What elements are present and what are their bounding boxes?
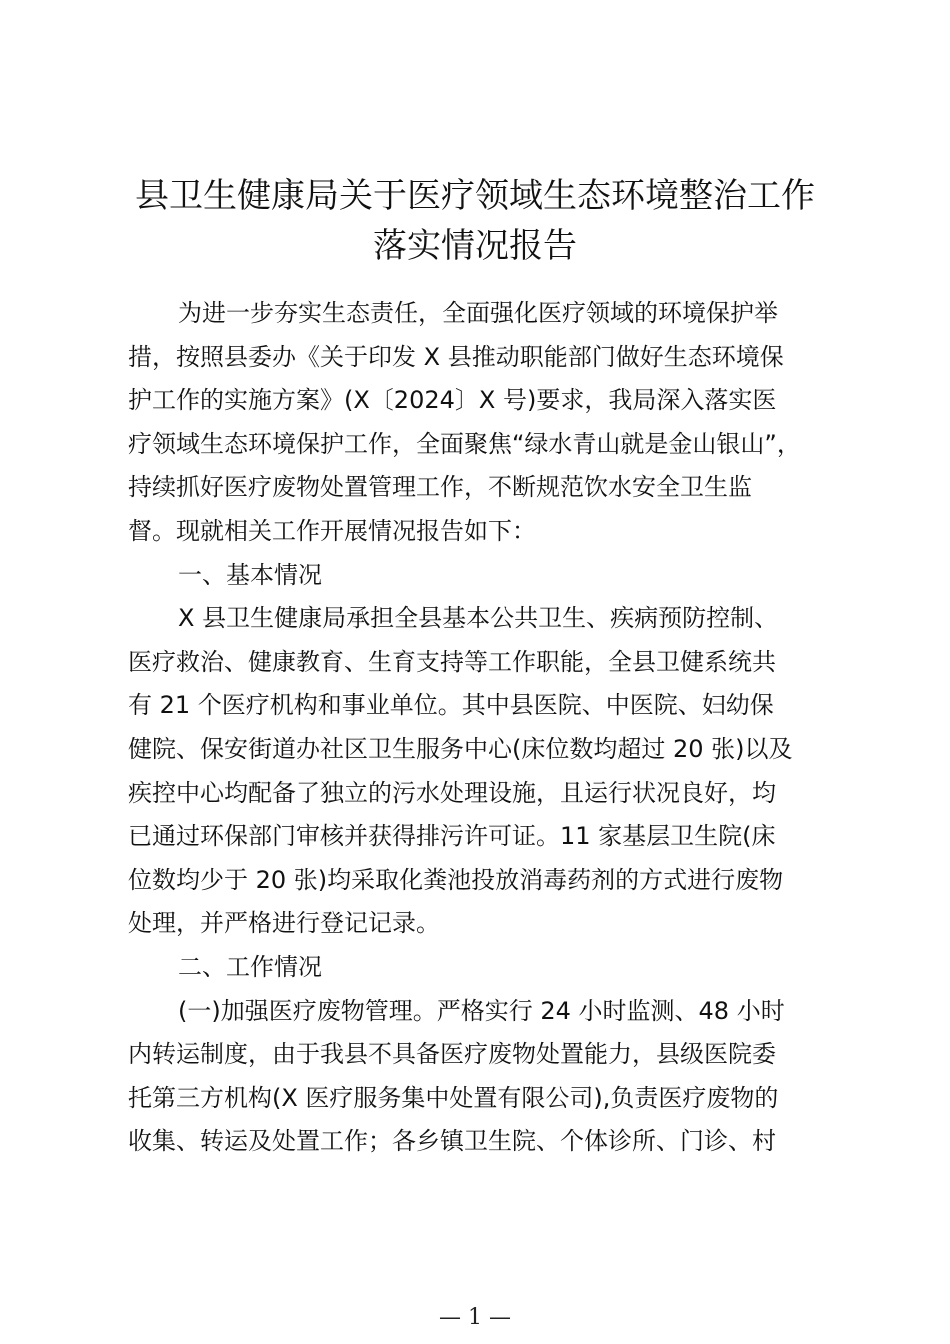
document-body (128, 292, 828, 1164)
paragraph-line: 位数均少于 20 张)均采取化粪池投放消毒药剂的方式进行废物 (128, 865, 784, 894)
paragraph-line: 持续抓好医疗废物处置管理工作，不断规范饮水安全卫生监 (128, 473, 752, 502)
paragraph-line: 处理，并严格进行登记记录。 (128, 909, 440, 938)
paragraph-line: 内转运制度，由于我县不具备医疗废物处置能力，县级医院委 (128, 1040, 776, 1069)
paragraph-line: 健院、保安街道办社区卫生服务中心(床位数均超过 20 张)以及 (128, 734, 793, 763)
paragraph-line: 护工作的实施方案》(X〔2024〕X 号)要求，我局深入落实医 (128, 386, 777, 415)
paragraph-line: 为进一步夯实生态责任，全面强化医疗领域的环境保护举 (178, 299, 778, 327)
paragraph-line: X 县卫生健康局承担全县基本公共卫生、疾病预防控制、 (178, 604, 779, 633)
paragraph-line: 托第三方机构(X 医疗服务集中处置有限公司),负责医疗废物的 (128, 1083, 779, 1112)
paragraph-line: 疾控中心均配备了独立的污水处理设施，且运行状况良好，均 (128, 778, 776, 807)
paragraph-line: (一)加强医疗废物管理。严格实行 24 小时监测、48 小时 (178, 996, 785, 1025)
paragraph-line: 疗领域生态环境保护工作，全面聚焦“绿水青山就是金山银山”， (128, 429, 801, 458)
page-number: — 1 — (439, 1305, 511, 1330)
paragraph-line: 收集、转运及处置工作；各乡镇卫生院、个体诊所、门诊、村 (128, 1127, 776, 1156)
paragraph-line: 已通过环保部门审核并获得排污许可证。11 家基层卫生院(床 (128, 822, 776, 851)
paragraph-line: 督。现就相关工作开展情况报告如下： (128, 516, 536, 545)
section-heading: 一、基本情况 (178, 560, 322, 589)
paragraph-line: 医疗救治、健康教育、生育支持等工作职能，全县卫健系统共 (128, 647, 776, 676)
paragraph-line: 措，按照县委办《关于印发 X 县推动职能部门做好生态环境保 (128, 342, 784, 371)
section-heading: 二、工作情况 (178, 952, 322, 981)
paragraph-line: 有 21 个医疗机构和事业单位。其中县医院、中医院、妇幼保 (128, 691, 774, 720)
document-title-line-1: 县卫生健康局关于医疗领域生态环境整治工作 (135, 176, 815, 216)
document-title-line-2: 落实情况报告 (373, 226, 577, 266)
